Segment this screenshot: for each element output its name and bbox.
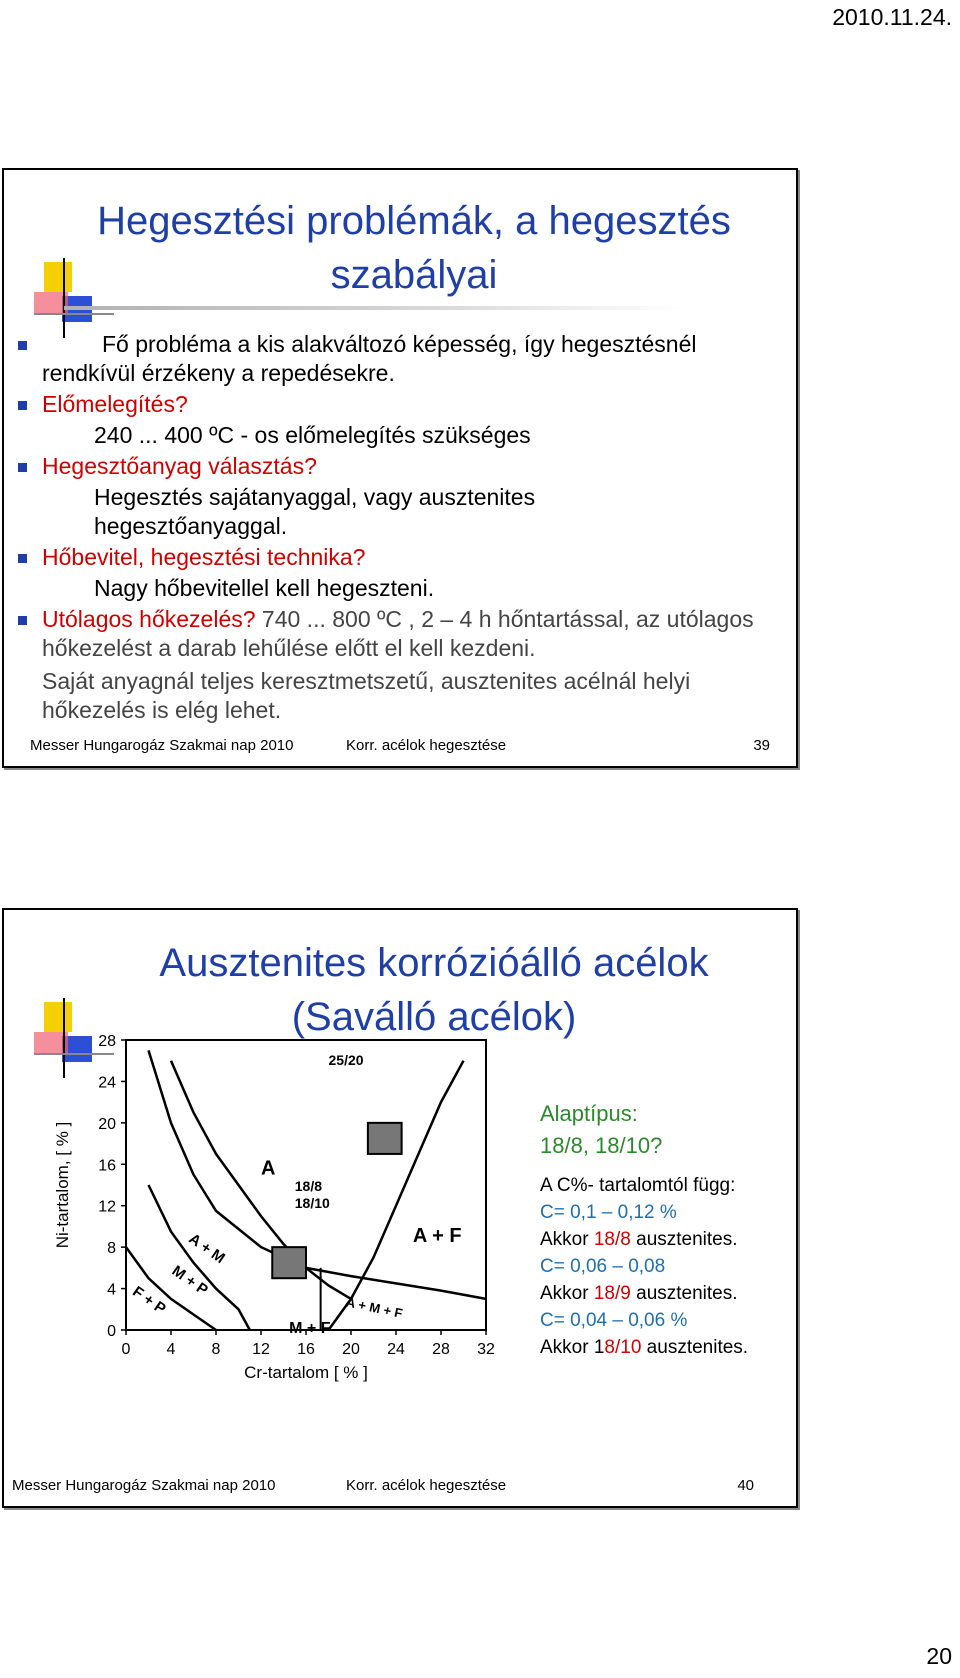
side-notes — [540, 1098, 800, 1361]
x-axis-label: Cr-tartalom [ % ] — [244, 1363, 368, 1382]
bullet-item: Hegesztőanyag választás? — [12, 452, 790, 481]
alap-values: 18/8, 18/10? — [540, 1133, 663, 1158]
note-text: Saját anyagnál teljes keresztmetszetű, ausztenites acélnál helyi hőkezelés is elég lehet. — [42, 668, 691, 723]
footer-page-number: 39 — [753, 737, 770, 754]
chart-labels — [129, 1052, 461, 1337]
alap-label: Alaptípus: — [540, 1101, 638, 1126]
footer-page-number: 40 — [737, 1477, 754, 1494]
x-tick-label: 20 — [342, 1341, 360, 1358]
boundary-curve-af — [329, 1061, 464, 1330]
y-tick-label: 28 — [98, 1033, 116, 1050]
slide-title — [64, 194, 764, 302]
slide-40 — [2, 908, 798, 1508]
carbon-range-2: C= 0,06 – 0,08 — [540, 1256, 666, 1277]
y-tick-label: 20 — [98, 1115, 116, 1133]
result-3: Akkor 18/10 ausztenites. — [540, 1337, 749, 1358]
x-tick-label: 8 — [211, 1341, 221, 1358]
x-tick-label: 24 — [387, 1341, 405, 1358]
region-label-a: A — [261, 1157, 276, 1180]
y-tick-label: 12 — [98, 1198, 116, 1216]
x-tick-label: 28 — [432, 1341, 450, 1358]
bullet-detail: hegesztőanyaggal. — [94, 513, 288, 539]
chart-boxes — [272, 1123, 401, 1278]
carbon-range-1: C= 0,1 – 0,12 % — [540, 1202, 677, 1223]
region-label-a-m-f: A + M + F — [344, 1294, 404, 1322]
region-label-m-p: M + P — [168, 1262, 211, 1300]
y-axis-label: Ni-tartalom, [ % ] — [53, 1121, 72, 1249]
title-line-1: Ausztenites korrózióálló acélok — [159, 941, 709, 985]
bullet-item: Fő probléma a kis alakváltozó képesség, így hegesztésnél rendkívül érzékeny a repedésekre. — [12, 330, 790, 388]
slide-39 — [2, 168, 798, 768]
footer-center: Korr. acélok hegesztése — [346, 1477, 507, 1494]
y-tick-label: 8 — [107, 1240, 116, 1258]
result-1: Akkor 18/8 ausztenites. — [540, 1229, 738, 1250]
bullet-detail: Hegesztés sajátanyaggal, vagy ausztenites — [94, 484, 536, 510]
title-line-2: (Saválló acélok) — [291, 995, 577, 1039]
bullet-detail: Nagy hőbevitellel kell hegeszteni. — [94, 575, 435, 601]
footer-center: Korr. acélok hegesztése — [346, 737, 507, 754]
region-label-a-f: A + F — [412, 1224, 462, 1247]
annotation-18-10: 18/10 — [294, 1194, 330, 1211]
c-dependency: A C%- tartalomtól függ: — [540, 1175, 736, 1196]
document-date: 2010.11.24. — [832, 4, 952, 30]
x-tick-label: 32 — [477, 1341, 495, 1358]
region-label-a-m: A + M — [185, 1230, 228, 1268]
x-tick-label: 12 — [252, 1341, 270, 1358]
bullet-item: Utólagos hőkezelés? 740 ... 800 ºC , 2 – 4 h hőntartással, az utólagos hőkezelést a darab lehűlése előtt el kell kezdeni. — [12, 605, 790, 663]
carbon-range-3: C= 0,04 – 0,06 % — [540, 1310, 688, 1331]
result-2: Akkor 18/9 ausztenites. — [540, 1283, 738, 1304]
y-tick-label: 0 — [107, 1323, 116, 1340]
composition-box — [368, 1123, 402, 1154]
region-label-m-f: M + F — [289, 1320, 331, 1338]
annotation-18-8: 18/8 — [294, 1178, 322, 1195]
composition-box — [272, 1247, 306, 1278]
bullet-detail: 240 ... 400 ºC - os előmelegítés szükséges — [94, 422, 531, 448]
footer-left: Messer Hungarogáz Szakmai nap 2010 — [30, 737, 294, 754]
footer-left: Messer Hungarogáz Szakmai nap 2010 — [12, 1477, 276, 1494]
title-line-2: szabályai — [330, 253, 498, 297]
bullet-list — [12, 330, 790, 727]
title-divider — [64, 306, 684, 310]
y-tick-label: 4 — [107, 1281, 116, 1299]
phase-diagram — [42, 1022, 522, 1382]
region-label-f-p: F + P — [129, 1283, 169, 1318]
x-tick-label: 16 — [297, 1341, 315, 1358]
annotation-25-20: 25/20 — [328, 1051, 364, 1068]
x-tick-label: 0 — [121, 1341, 131, 1358]
boundary-curve-a — [149, 1050, 487, 1299]
title-line-1: Hegesztési problémák, a hegesztés — [97, 199, 731, 243]
x-tick-label: 4 — [166, 1341, 176, 1358]
y-tick-label: 16 — [98, 1157, 116, 1175]
bullet-item: Előmelegítés? — [12, 390, 790, 419]
bullet-item: Hőbevitel, hegesztési technika? — [12, 543, 790, 572]
page-number: 20 — [926, 1643, 952, 1669]
y-tick-label: 24 — [98, 1074, 116, 1092]
